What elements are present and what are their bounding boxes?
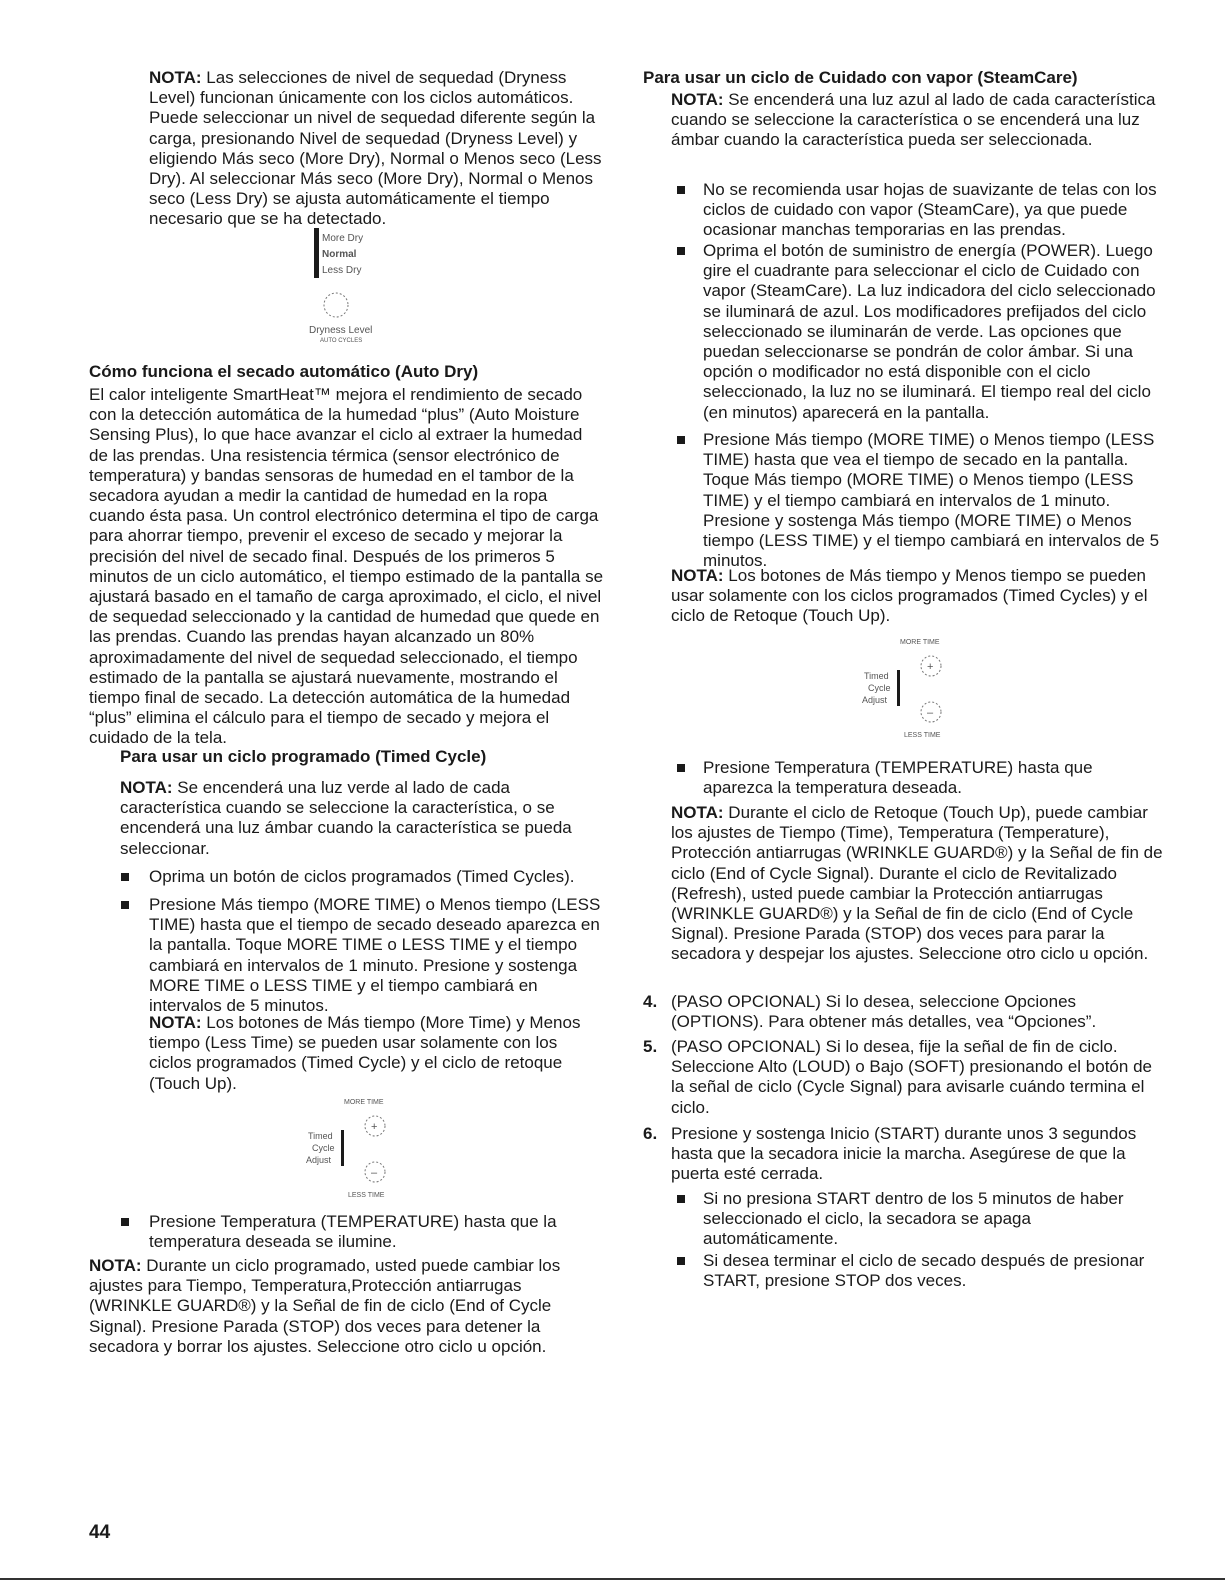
bullet-marker — [677, 1195, 685, 1203]
bullet-marker — [121, 901, 129, 909]
cycle-label: Cycle — [312, 1143, 335, 1153]
step-6-number: 6. — [643, 1124, 658, 1143]
bullet-marker — [677, 1257, 685, 1265]
auto-dry-heading: Cómo funciona el secado automático (Auto Dry) — [89, 362, 479, 381]
less-dry-label: Less Dry — [322, 265, 362, 276]
timed-label: Timed — [864, 671, 889, 681]
timed-cycle-note: NOTA: Se encenderá una luz verde al lado de cada característica cuando se seleccione la característica, o se encenderá una luz ámbar cuando la característica se pueda seleccionar. — [120, 778, 572, 858]
page-number: 44 — [89, 1522, 111, 1543]
svg-text:–: – — [927, 707, 934, 719]
step-6-sub-2: Si desea terminar el ciclo de secado después de presionar START, presione STOP dos veces. — [703, 1251, 1145, 1291]
dryness-note: NOTA: Las selecciones de nivel de sequedad (Dryness Level) funcionan únicamente con los ciclos automáticos. Puede seleccionar un nivel de sequedad diferente según la carga, presionando Nivel de sequedad (Dryness Level) y eligiendo Más seco (More Dry), Normal o Menos seco (Less Dry). Al seleccionar Más seco (More Dry), Normal o Menos seco (Less Dry) se ajusta automáticamente el tiempo necesario que se ha detectado. — [149, 68, 602, 229]
dryness-level-figure — [300, 226, 380, 342]
auto-cycles-label: AUTO CYCLES — [320, 338, 363, 342]
time-adjust-figure-right — [856, 630, 956, 742]
bullet-marker — [677, 764, 685, 772]
step-5-number: 5. — [643, 1037, 658, 1056]
time-adjust-figure-left — [300, 1090, 400, 1202]
bullet-marker — [121, 1218, 129, 1226]
svg-text:–: – — [371, 1167, 378, 1179]
timed-bullet-3: Presione Temperatura (TEMPERATURE) hasta que la temperatura deseada se ilumine. — [149, 1212, 557, 1252]
step-4-text: (PASO OPCIONAL) Si lo desea, seleccione Opciones (OPTIONS). Para obtener más detalles, vea “Opciones”. — [671, 992, 1097, 1032]
timed-time-note: NOTA: Los botones de Más tiempo (More Time) y Menos tiempo (Less Time) se pueden usar solamente con los ciclos programados (Timed Cycle) y el ciclo de retoque (Touch Up). — [149, 1013, 581, 1093]
adjust-label: Adjust — [862, 695, 888, 705]
more-dry-label: More Dry — [322, 233, 364, 244]
steamcare-note: NOTA: Se encenderá una luz azul al lado de cada característica cuando se seleccione la característica o se encenderá una luz ámbar cuando la característica pueda ser seleccionada. — [671, 90, 1156, 150]
timed-bullet-2: Presione Más tiempo (MORE TIME) o Menos tiempo (LESS TIME) hasta que el tiempo de secado deseado aparezca en la pantalla. Toque MORE TIME o LESS TIME y el tiempo cambiará en intervalos de 1 minuto. Presione y sostenga MORE TIME o LESS TIME y el tiempo cambiará en intervalos de 5 minutos. — [149, 895, 601, 1016]
svg-text:+: + — [927, 661, 934, 673]
bullet-marker — [677, 436, 685, 444]
step-6-text: Presione y sostenga Inicio (START) durante unos 3 segundos hasta que la secadora inicie la marcha. Asegúrese de que la puerta esté cerrada. — [671, 1124, 1137, 1184]
steam-bullet-4: Presione Temperatura (TEMPERATURE) hasta que aparezca la temperatura deseada. — [703, 758, 1093, 798]
timed-bullet-1: Oprima un botón de ciclos programados (Timed Cycles). — [149, 867, 575, 886]
timed-cycle-heading: Para usar un ciclo programado (Timed Cycle) — [120, 747, 487, 766]
steamcare-heading: Para usar un ciclo de Cuidado con vapor (SteamCare) — [643, 68, 1078, 87]
bullet-marker — [677, 247, 685, 255]
dryness-dial-icon — [324, 293, 348, 317]
touch-up-note: NOTA: Durante el ciclo de Retoque (Touch Up), puede cambiar los ajustes de Tiempo (Time), Temperatura (Temperature), Protección antiarrugas (WRINKLE GUARD®) y la Señal de fin de ciclo (End of Cycle Signal). Durante el ciclo de Revitalizado (Refresh), usted puede cambiar la Protección antiarrugas (WRINKLE GUARD®) y la Señal de fin de ciclo (End of Cycle Signal). Presione Parada (STOP) dos veces para parar la secadora y despejar los ajustes. Seleccione otro ciclo u opción. — [671, 803, 1163, 964]
svg-text:+: + — [371, 1121, 378, 1133]
steam-bullet-1: No se recomienda usar hojas de suavizante de telas con los ciclos de cuidado con vapor (SteamCare), ya que puede ocasionar manchas temporarias en las prendas. — [703, 180, 1157, 240]
normal-label: Normal — [322, 249, 357, 260]
more-time-label: MORE TIME — [900, 639, 940, 646]
steam-bullet-3: Presione Más tiempo (MORE TIME) o Menos tiempo (LESS TIME) hasta que vea el tiempo de secado en la pantalla. Toque Más tiempo (MORE TIME) o Menos tiempo (LESS TIME) y el tiempo cambiará en intervalos de 1 minuto. Presione y sostenga Más tiempo (MORE TIME) o Menos tiempo (LESS TIME) y el tiempo cambiará en intervalos de 5 minutos. — [703, 430, 1160, 571]
less-time-label: LESS TIME — [904, 732, 941, 739]
timed-stop-note: NOTA: Durante un ciclo programado, usted puede cambiar los ajustes para Tiempo, Temperatura,Protección antiarrugas (WRINKLE GUARD®) y la Señal de fin de ciclo (End of Cycle Signal). Presione Parada (STOP) dos veces para detener la secadora y borrar los ajustes. Seleccione otro ciclo u opción. — [89, 1256, 561, 1356]
timed-label: Timed — [308, 1131, 333, 1141]
step-5-text: (PASO OPCIONAL) Si lo desea, fije la señal de fin de ciclo. Seleccione Alto (LOUD) o Bajo (SOFT) presionando el botón de la señal de ciclo (Cycle Signal) para avisarle cuándo termina el ciclo. — [671, 1037, 1152, 1117]
adjust-label: Adjust — [306, 1155, 332, 1165]
less-time-label: LESS TIME — [348, 1192, 385, 1199]
auto-dry-text: El calor inteligente SmartHeat™ mejora el rendimiento de secado con la detección automática de la humedad “plus” (Auto Moisture Sensing Plus), lo que hace avanzar el ciclo al extraer la humedad de las prendas. Una resistencia térmica (sensor electrónico de temperatura) y bandas sensoras de humedad en el tambor de la secadora ayudan a medir la cantidad de humedad en la ropa cuando ésta pasa. Un control electrónico determina el tipo de carga para ahorrar tiempo, prevenir el exceso de secado y mejorar la precisión del nivel de secado final. Después de los primeros 5 minutos de un ciclo automático, el tiempo estimado de la pantalla se ajustará basado en el tamaño de carga aproximado, el ciclo, el nivel de sequedad seleccionado y la cantidad de humedad que quede en las prendas. Cuando las prendas hayan alcanzado un 80% aproximadamente del nivel de sequedad seleccionado, el tiempo estimado de la pantalla se ajustará nuevamente, mostrando el tiempo final de secado. La detección automática de la humedad “plus” elimina el cálculo para el tiempo de secado y mejora el cuidado de la tela. — [89, 385, 604, 748]
more-time-label: MORE TIME — [344, 1099, 384, 1106]
bullet-marker — [677, 186, 685, 194]
step-6-sub-1: Si no presiona START dentro de los 5 minutos de haber seleccionado el ciclo, la secadora se apaga automáticamente. — [703, 1189, 1124, 1249]
steam-bullet-2: Oprima el botón de suministro de energía (POWER). Luego gire el cuadrante para seleccionar el ciclo de Cuidado con vapor (SteamCare). La luz indicadora del ciclo seleccionado se iluminará de azul. Los modificadores prefijados del ciclo seleccionado se iluminarán de verde. Las opciones que puedan seleccionarse se pondrán de color ámbar. Si una opción o modificador no está disponible con el ciclo seleccionado, la luz no se iluminará. El tiempo real del ciclo (en minutos) aparecerá en la pantalla. — [703, 241, 1156, 422]
steam-time-note: NOTA: Los botones de Más tiempo y Menos tiempo se pueden usar solamente con los ciclos programados (Timed Cycles) y el ciclo de Retoque (Touch Up). — [671, 566, 1148, 626]
step-4-number: 4. — [643, 992, 658, 1011]
bullet-marker — [121, 873, 129, 881]
cycle-label: Cycle — [868, 683, 891, 693]
bottom-rule — [0, 1578, 1225, 1580]
dryness-level-label: Dryness Level — [309, 325, 373, 336]
